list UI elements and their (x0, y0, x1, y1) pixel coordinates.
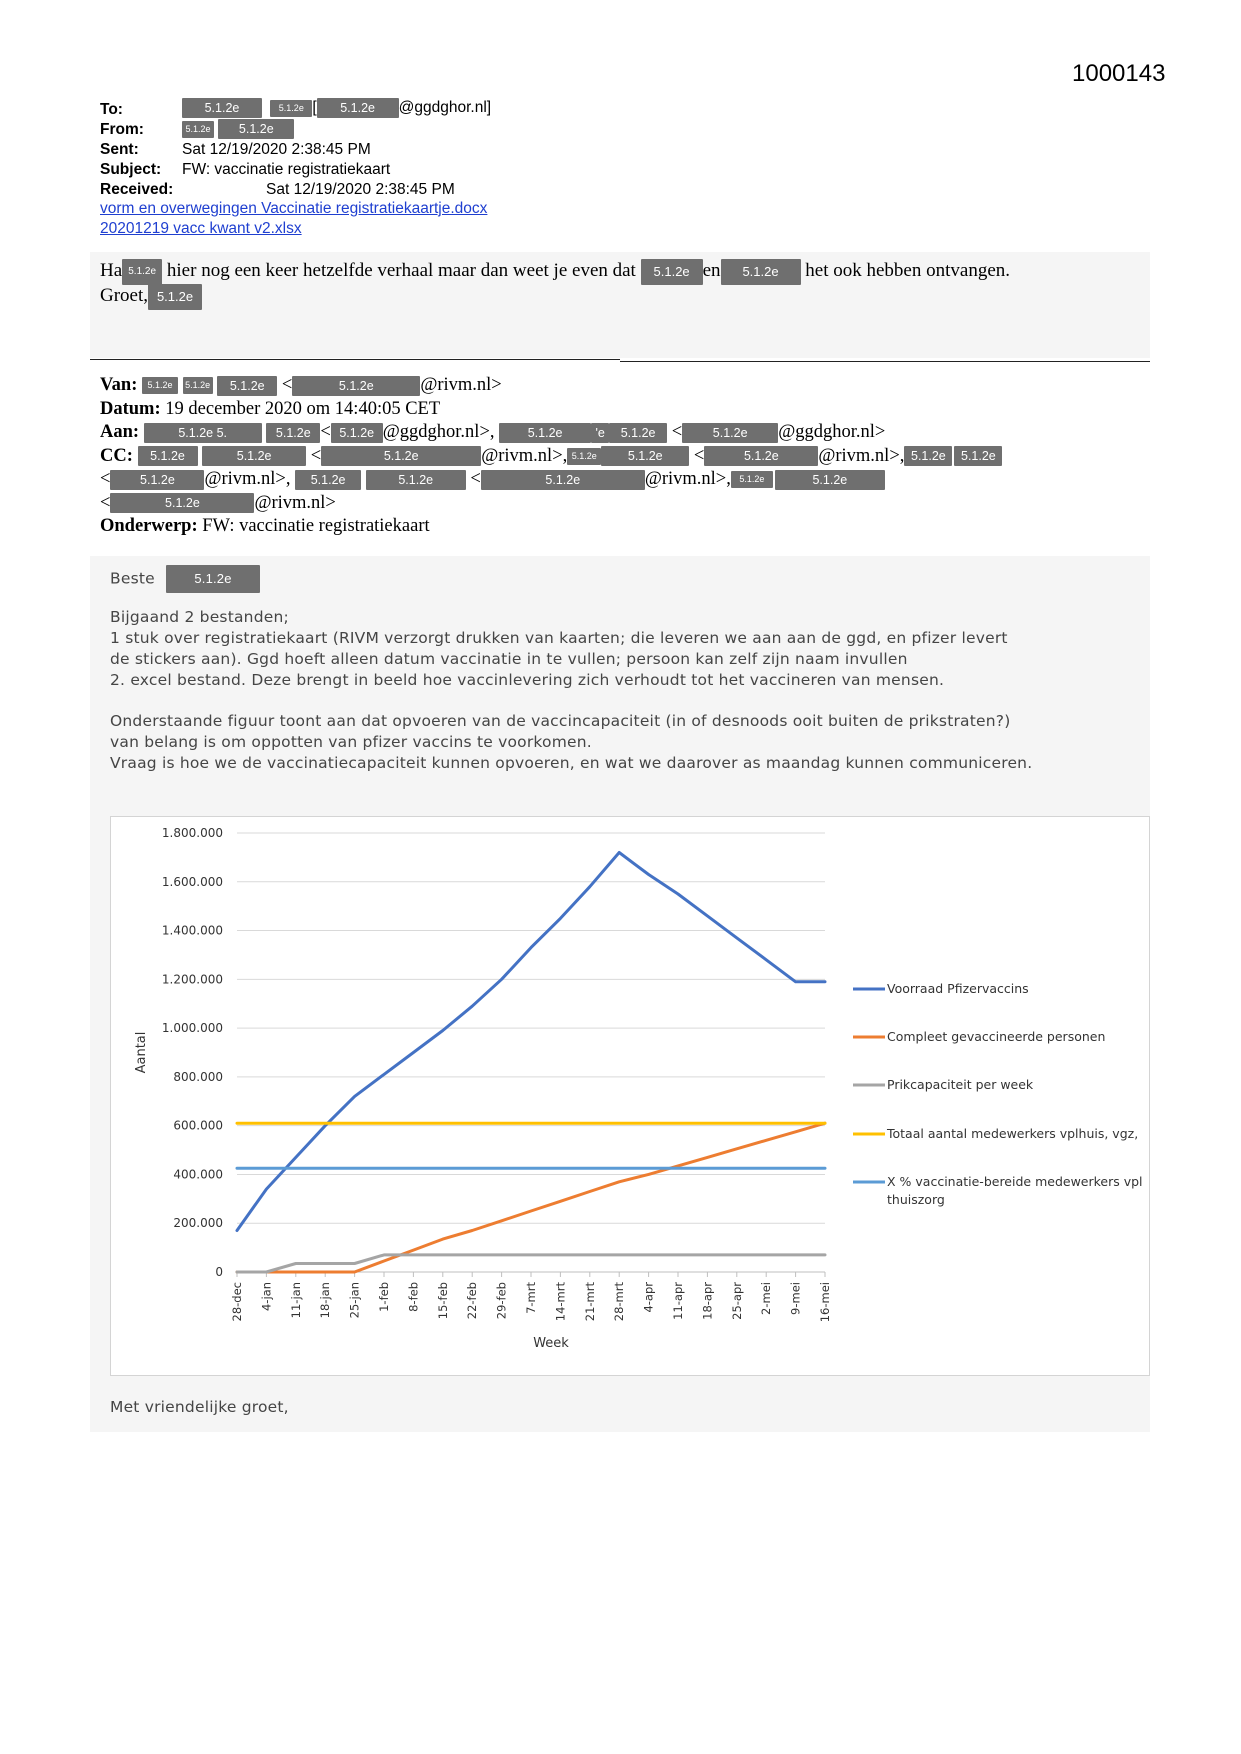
redaction-box: 5.1.2e (266, 423, 320, 443)
y-tick-label: 800.000 (173, 1069, 223, 1084)
redaction-box: 5.1.2e (954, 446, 1002, 466)
x-tick-label: 25-jan (347, 1282, 362, 1319)
received-value: Sat 12/19/2020 2:38:45 PM (266, 181, 455, 198)
intro-line-2: Groet, 5.1.2e (100, 283, 202, 310)
redaction-box: 5.1.2e (218, 119, 294, 139)
received-label: Received: (100, 181, 174, 198)
legend-label: thuiszorg (887, 1192, 945, 1207)
y-tick-label: 1.200.000 (161, 972, 223, 987)
x-tick-label: 1-feb (377, 1282, 391, 1312)
x-tick-label: 28-mrt (612, 1282, 627, 1322)
intro-line-1: Ha 5.1.2e hier nog een keer hetzelfde verhaal maar dan weet je even dat 5.1.2e en 5.1.2e het ook hebben ontvangen. (100, 258, 1010, 285)
y-tick-label: 1.000.000 (161, 1021, 223, 1036)
redaction-box: 5.1.2e (110, 493, 254, 513)
x-tick-label: 4-apr (641, 1282, 656, 1313)
x-tick-label: 29-feb (494, 1282, 509, 1320)
y-tick-label: 600.000 (173, 1118, 223, 1133)
y-tick-label: 400.000 (173, 1167, 223, 1182)
redaction-box: 5.1.2e (641, 259, 703, 285)
redaction-box: 5.1.2e (183, 377, 213, 394)
greeting: Beste 5.1.2e (110, 565, 260, 593)
x-tick-label: 11-apr (671, 1282, 685, 1320)
closing: Met vriendelijke groet, (110, 1398, 289, 1416)
x-tick-label: 18-jan (318, 1282, 333, 1319)
redaction-box: 5.1.2e (138, 446, 198, 466)
redaction-box: 5.1.2e (601, 446, 689, 466)
redaction-box: 5.1.2e (270, 100, 312, 117)
van-line: Van: 5.1.2e 5.1.2e 5.1.2e < 5.1.2e @rivm.nl> (100, 375, 502, 395)
y-tick-label: 0 (215, 1265, 223, 1279)
subject-label: Subject: (100, 161, 162, 178)
redaction-box: 5.1.2e (295, 470, 361, 490)
redaction-box: 5.1.2e (166, 565, 260, 593)
x-tick-label: 11-jan (288, 1282, 303, 1319)
redaction-box: 5.1.2e (142, 377, 178, 394)
redaction-box: 5.1.2e (609, 423, 667, 443)
sent-value: Sat 12/19/2020 2:38:45 PM (182, 141, 371, 158)
y-tick-label: 1.600.000 (161, 874, 223, 889)
x-tick-label: 14-mrt (553, 1282, 568, 1322)
redaction-box: 5.1.2e (567, 448, 601, 465)
aan-line: Aan: 5.1.2e 5. 5.1.2e < 5.1.2e @ggdghor.nl>, 5.1.2e 'e 5.1.2e < 5.1.2e @ggdghor.nl> (100, 422, 886, 442)
legend-label: X % vaccinatie-bereide medewerkers vpl (887, 1174, 1143, 1189)
y-tick-label: 1.800.000 (161, 826, 223, 840)
cc-line: CC: 5.1.2e 5.1.2e < 5.1.2e @rivm.nl>, 5.1.2e 5.1.2e < 5.1.2e @rivm.nl>, 5.1.2e 5.1.2e (100, 445, 1140, 469)
redaction-box: 5.1.2e (775, 470, 885, 490)
x-tick-label: 28-dec (230, 1282, 244, 1322)
separator-line (620, 361, 1150, 362)
redaction-box: 5.1.2e 5. (144, 423, 262, 443)
x-tick-label: 4-jan (259, 1282, 274, 1311)
redaction-box: 5.1.2e (731, 471, 773, 488)
x-axis-title: Week (533, 1336, 569, 1351)
legend-label: Voorraad Pfizervaccins (887, 981, 1029, 996)
redaction-box: 5.1.2e (721, 259, 801, 285)
sent-label: Sent: (100, 141, 139, 158)
series-line (237, 853, 825, 1231)
forward-header (100, 374, 1140, 539)
y-tick-label: 1.400.000 (161, 923, 223, 938)
redaction-box: 5.1.2e (148, 284, 202, 310)
onderwerp-line: Onderwerp: FW: vaccinatie registratiekaart (100, 516, 430, 536)
from-label: From: (100, 121, 144, 138)
x-tick-label: 16-mei (818, 1282, 832, 1323)
to-value: 5.1.2e 5.1.2e [ 5.1.2e @ggdghor.nl] (182, 98, 491, 118)
redaction-box: 5.1.2e (499, 423, 591, 443)
cc-line-3: < 5.1.2e @rivm.nl> (100, 492, 336, 513)
series-line (237, 1255, 825, 1272)
y-axis-title: Aantal (134, 1031, 149, 1074)
legend-label: Totaal aantal medewerkers vplhuis, vgz, (887, 1126, 1139, 1141)
redaction-box: 5.1.2e (292, 376, 420, 396)
x-tick-label: 18-apr (700, 1282, 715, 1320)
attachment-link[interactable]: 20201219 vacc kwant v2.xlsx (100, 220, 302, 237)
redaction-box: 5.1.2e (122, 259, 162, 285)
subject-value: FW: vaccinatie registratiekaart (182, 161, 391, 178)
redaction-box: 5.1.2e (331, 423, 383, 443)
x-tick-label: 22-feb (465, 1282, 480, 1320)
redaction-box: 5.1.2e (904, 446, 952, 466)
line-chart (111, 817, 1149, 1375)
redaction-box: 5.1.2e (182, 121, 214, 138)
redaction-box: 5.1.2e (366, 470, 466, 490)
document-number: 1000143 (1072, 60, 1166, 87)
legend-label: Compleet gevaccineerde personen (887, 1029, 1106, 1044)
redaction-box: 5.1.2e (682, 423, 778, 443)
paragraph-1: Bijgaand 2 bestanden; 1 stuk over registratiekaart (RIVM verzorgt drukken van kaarten; die leveren we aan aan de ggd, en pfizer levert de stickers aan). Ggd hoeft alleen datum vaccinatie in te vullen; persoon kan zelf zijn naam invullen 2. excel bestand. Deze brengt in beeld hoe vaccinlevering zich verhoudt tot het vaccineren van mensen. (110, 608, 1008, 689)
redaction-box: 5.1.2e (321, 446, 481, 466)
x-tick-label: 15-feb (435, 1282, 450, 1320)
legend-label: Prikcapaciteit per week (887, 1077, 1034, 1092)
datum-line: Datum: 19 december 2020 om 14:40:05 CET (100, 398, 441, 419)
x-tick-label: 9-mei (788, 1282, 803, 1315)
redaction-box: 'e (591, 423, 609, 443)
x-tick-label: 7-mrt (524, 1282, 538, 1314)
y-tick-label: 200.000 (173, 1216, 223, 1231)
redaction-box: 5.1.2e (317, 98, 399, 118)
chart-container (110, 816, 1150, 1376)
redaction-box: 5.1.2e (202, 446, 306, 466)
x-tick-label: 21-mrt (582, 1282, 597, 1322)
redaction-box: 5.1.2e (704, 446, 818, 466)
series-line (237, 1123, 825, 1272)
to-domain: @ggdghor.nl] (398, 99, 492, 117)
x-tick-label: 25-apr (729, 1282, 744, 1320)
paragraph-2: Onderstaande figuur toont aan dat opvoeren van de vaccincapaciteit (in of desnoods ooit buiten de prikstraten?) van belang is om oppotten van pfizer vaccins te voorkomen. Vraag is hoe we de vaccinatiecapaciteit kunnen opvoeren, en wat we daarover as maandag kunnen communiceren. (110, 712, 1033, 772)
from-value (182, 119, 294, 139)
to-label: To: (100, 101, 123, 118)
x-tick-label: 8-feb (406, 1282, 421, 1312)
redaction-box: 5.1.2e (110, 470, 204, 490)
attachment-link[interactable]: vorm en overwegingen Vaccinatie registratiekaartje.docx (100, 200, 488, 217)
x-tick-label: 2-mei (759, 1282, 774, 1315)
redaction-box: 5.1.2e (217, 376, 277, 396)
redaction-box: 5.1.2e (182, 98, 262, 118)
cc-line-2: < 5.1.2e @rivm.nl>, 5.1.2e 5.1.2e < 5.1.2e @rivm.nl>, 5.1.2e 5.1.2e (100, 468, 1140, 492)
separator-line (90, 359, 620, 360)
redaction-box: 5.1.2e (481, 470, 645, 490)
